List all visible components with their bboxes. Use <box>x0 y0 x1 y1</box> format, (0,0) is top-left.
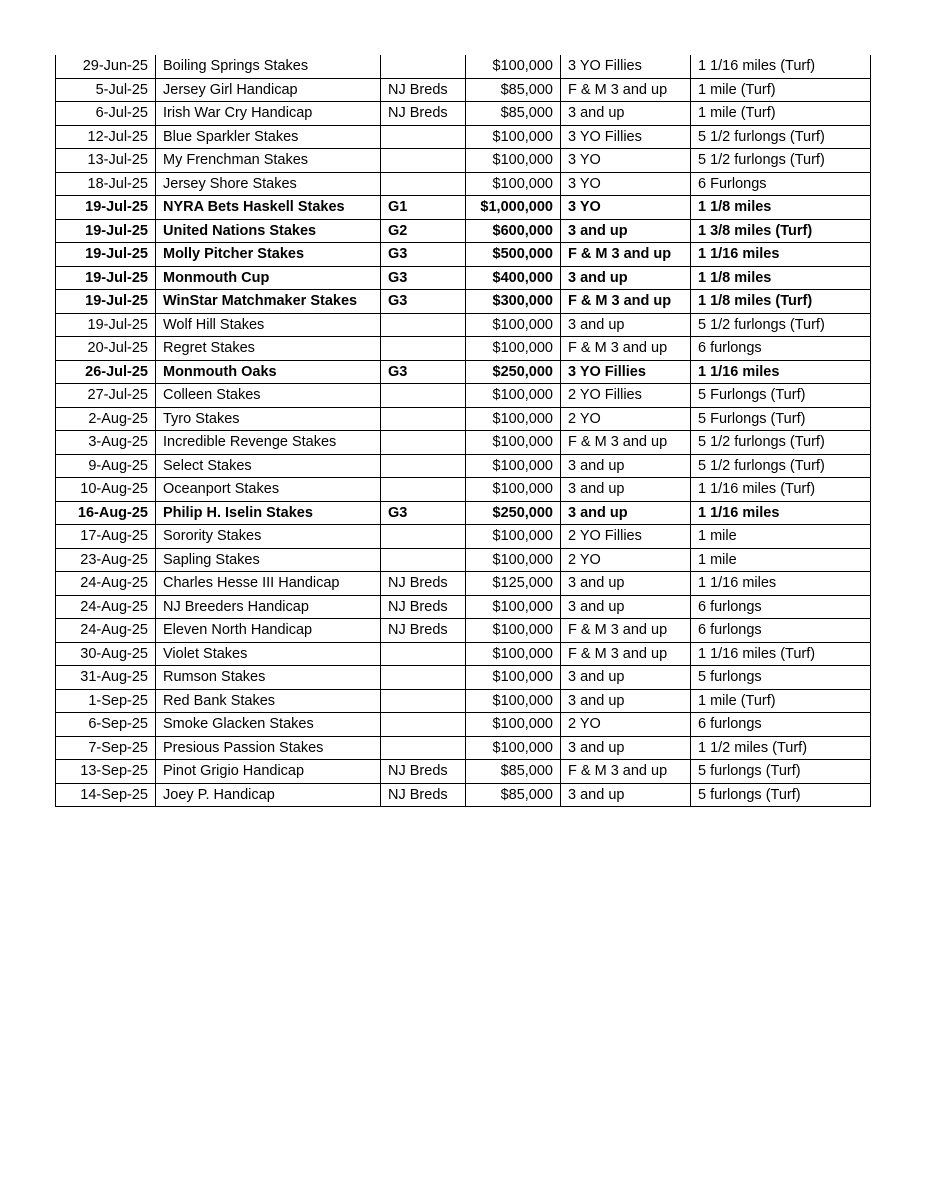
race-date-cell: 27-Jul-25 <box>56 384 156 408</box>
race-grade-cell: NJ Breds <box>381 619 466 643</box>
race-date-cell: 13-Jul-25 <box>56 149 156 173</box>
race-purse-cell: $100,000 <box>466 525 561 549</box>
race-distance-cell: 5 1/2 furlongs (Turf) <box>691 454 871 478</box>
race-name-cell: Pinot Grigio Handicap <box>156 760 381 784</box>
table-row <box>56 360 871 384</box>
race-name-cell: Monmouth Cup <box>156 266 381 290</box>
race-grade-cell: NJ Breds <box>381 572 466 596</box>
race-name-cell: Regret Stakes <box>156 337 381 361</box>
race-grade-cell: G2 <box>381 219 466 243</box>
race-purse-cell: $400,000 <box>466 266 561 290</box>
race-conditions-cell: F & M 3 and up <box>561 642 691 666</box>
race-date-cell: 20-Jul-25 <box>56 337 156 361</box>
race-distance-cell: 1 1/16 miles <box>691 243 871 267</box>
table-row <box>56 78 871 102</box>
race-grade-cell: G1 <box>381 196 466 220</box>
race-name-cell: Rumson Stakes <box>156 666 381 690</box>
race-purse-cell: $100,000 <box>466 454 561 478</box>
race-grade-cell: NJ Breds <box>381 760 466 784</box>
race-date-cell: 2-Aug-25 <box>56 407 156 431</box>
race-date-cell: 19-Jul-25 <box>56 219 156 243</box>
race-purse-cell: $85,000 <box>466 783 561 807</box>
race-conditions-cell: 2 YO <box>561 713 691 737</box>
table-row <box>56 290 871 314</box>
race-distance-cell: 5 furlongs (Turf) <box>691 783 871 807</box>
race-grade-cell: G3 <box>381 243 466 267</box>
table-row <box>56 548 871 572</box>
race-conditions-cell: F & M 3 and up <box>561 760 691 784</box>
race-distance-cell: 5 Furlongs (Turf) <box>691 384 871 408</box>
race-distance-cell: 1 1/8 miles <box>691 266 871 290</box>
race-conditions-cell: 3 YO Fillies <box>561 360 691 384</box>
race-name-cell: Philip H. Iselin Stakes <box>156 501 381 525</box>
table-row <box>56 384 871 408</box>
race-grade-cell <box>381 384 466 408</box>
table-row <box>56 525 871 549</box>
race-name-cell: NYRA Bets Haskell Stakes <box>156 196 381 220</box>
race-distance-cell: 5 1/2 furlongs (Turf) <box>691 313 871 337</box>
race-date-cell: 14-Sep-25 <box>56 783 156 807</box>
race-purse-cell: $100,000 <box>466 736 561 760</box>
race-grade-cell <box>381 55 466 78</box>
race-date-cell: 1-Sep-25 <box>56 689 156 713</box>
race-name-cell: My Frenchman Stakes <box>156 149 381 173</box>
race-name-cell: Red Bank Stakes <box>156 689 381 713</box>
table-row <box>56 642 871 666</box>
race-date-cell: 6-Sep-25 <box>56 713 156 737</box>
table-row <box>56 783 871 807</box>
race-name-cell: Eleven North Handicap <box>156 619 381 643</box>
race-purse-cell: $100,000 <box>466 548 561 572</box>
race-distance-cell: 1 mile <box>691 548 871 572</box>
race-date-cell: 24-Aug-25 <box>56 572 156 596</box>
race-name-cell: Boiling Springs Stakes <box>156 55 381 78</box>
race-name-cell: Colleen Stakes <box>156 384 381 408</box>
race-date-cell: 9-Aug-25 <box>56 454 156 478</box>
race-purse-cell: $100,000 <box>466 125 561 149</box>
table-row <box>56 196 871 220</box>
race-name-cell: Presious Passion Stakes <box>156 736 381 760</box>
race-conditions-cell: 3 YO <box>561 149 691 173</box>
race-grade-cell <box>381 548 466 572</box>
table-row <box>56 313 871 337</box>
race-name-cell: Tyro Stakes <box>156 407 381 431</box>
race-conditions-cell: 2 YO <box>561 407 691 431</box>
race-conditions-cell: 3 and up <box>561 572 691 596</box>
race-date-cell: 23-Aug-25 <box>56 548 156 572</box>
race-name-cell: Incredible Revenge Stakes <box>156 431 381 455</box>
table-row <box>56 619 871 643</box>
race-distance-cell: 1 1/16 miles <box>691 572 871 596</box>
race-grade-cell: NJ Breds <box>381 102 466 126</box>
race-purse-cell: $100,000 <box>466 478 561 502</box>
race-name-cell: Joey P. Handicap <box>156 783 381 807</box>
race-conditions-cell: 2 YO Fillies <box>561 525 691 549</box>
table-row <box>56 572 871 596</box>
race-name-cell: Smoke Glacken Stakes <box>156 713 381 737</box>
race-name-cell: Blue Sparkler Stakes <box>156 125 381 149</box>
race-distance-cell: 1 mile (Turf) <box>691 689 871 713</box>
race-date-cell: 18-Jul-25 <box>56 172 156 196</box>
race-name-cell: Oceanport Stakes <box>156 478 381 502</box>
race-grade-cell: G3 <box>381 266 466 290</box>
race-distance-cell: 1 1/16 miles (Turf) <box>691 642 871 666</box>
race-distance-cell: 5 furlongs (Turf) <box>691 760 871 784</box>
race-distance-cell: 6 furlongs <box>691 713 871 737</box>
stakes-schedule-body <box>56 55 871 807</box>
race-name-cell: NJ Breeders Handicap <box>156 595 381 619</box>
race-name-cell: Jersey Shore Stakes <box>156 172 381 196</box>
race-date-cell: 5-Jul-25 <box>56 78 156 102</box>
race-conditions-cell: 2 YO Fillies <box>561 384 691 408</box>
race-purse-cell: $100,000 <box>466 172 561 196</box>
race-conditions-cell: 3 and up <box>561 313 691 337</box>
table-row <box>56 736 871 760</box>
race-grade-cell <box>381 125 466 149</box>
race-name-cell: Sorority Stakes <box>156 525 381 549</box>
race-distance-cell: 1 1/8 miles (Turf) <box>691 290 871 314</box>
race-name-cell: Molly Pitcher Stakes <box>156 243 381 267</box>
table-row <box>56 595 871 619</box>
race-distance-cell: 6 furlongs <box>691 595 871 619</box>
race-purse-cell: $1,000,000 <box>466 196 561 220</box>
race-grade-cell <box>381 736 466 760</box>
race-distance-cell: 5 Furlongs (Turf) <box>691 407 871 431</box>
race-purse-cell: $100,000 <box>466 431 561 455</box>
race-purse-cell: $100,000 <box>466 689 561 713</box>
race-conditions-cell: 3 and up <box>561 454 691 478</box>
race-grade-cell: G3 <box>381 360 466 384</box>
race-purse-cell: $100,000 <box>466 149 561 173</box>
race-date-cell: 3-Aug-25 <box>56 431 156 455</box>
race-conditions-cell: 3 and up <box>561 736 691 760</box>
race-purse-cell: $100,000 <box>466 384 561 408</box>
race-grade-cell <box>381 642 466 666</box>
race-purse-cell: $600,000 <box>466 219 561 243</box>
race-conditions-cell: F & M 3 and up <box>561 337 691 361</box>
race-name-cell: United Nations Stakes <box>156 219 381 243</box>
table-row <box>56 266 871 290</box>
race-conditions-cell: F & M 3 and up <box>561 290 691 314</box>
race-purse-cell: $100,000 <box>466 666 561 690</box>
race-name-cell: Irish War Cry Handicap <box>156 102 381 126</box>
race-name-cell: Violet Stakes <box>156 642 381 666</box>
race-purse-cell: $100,000 <box>466 55 561 78</box>
race-conditions-cell: 3 and up <box>561 595 691 619</box>
race-name-cell: Wolf Hill Stakes <box>156 313 381 337</box>
table-row <box>56 219 871 243</box>
race-date-cell: 19-Jul-25 <box>56 313 156 337</box>
race-purse-cell: $500,000 <box>466 243 561 267</box>
race-name-cell: Monmouth Oaks <box>156 360 381 384</box>
race-distance-cell: 5 1/2 furlongs (Turf) <box>691 431 871 455</box>
race-date-cell: 10-Aug-25 <box>56 478 156 502</box>
race-distance-cell: 1 1/16 miles (Turf) <box>691 478 871 502</box>
table-row <box>56 337 871 361</box>
race-conditions-cell: 3 and up <box>561 219 691 243</box>
race-date-cell: 19-Jul-25 <box>56 196 156 220</box>
race-grade-cell: NJ Breds <box>381 595 466 619</box>
race-conditions-cell: 3 and up <box>561 783 691 807</box>
race-purse-cell: $100,000 <box>466 619 561 643</box>
race-name-cell: Charles Hesse III Handicap <box>156 572 381 596</box>
table-row <box>56 407 871 431</box>
race-conditions-cell: 3 YO Fillies <box>561 55 691 78</box>
race-date-cell: 19-Jul-25 <box>56 266 156 290</box>
race-date-cell: 26-Jul-25 <box>56 360 156 384</box>
race-distance-cell: 1 1/2 miles (Turf) <box>691 736 871 760</box>
table-row <box>56 149 871 173</box>
race-grade-cell <box>381 454 466 478</box>
race-conditions-cell: 3 and up <box>561 266 691 290</box>
race-purse-cell: $85,000 <box>466 102 561 126</box>
race-distance-cell: 1 1/8 miles <box>691 196 871 220</box>
race-distance-cell: 1 mile (Turf) <box>691 102 871 126</box>
race-distance-cell: 1 mile <box>691 525 871 549</box>
race-distance-cell: 5 furlongs <box>691 666 871 690</box>
race-date-cell: 24-Aug-25 <box>56 595 156 619</box>
race-name-cell: WinStar Matchmaker Stakes <box>156 290 381 314</box>
race-purse-cell: $300,000 <box>466 290 561 314</box>
table-row <box>56 760 871 784</box>
race-purse-cell: $125,000 <box>466 572 561 596</box>
table-row <box>56 689 871 713</box>
table-row <box>56 501 871 525</box>
race-date-cell: 29-Jun-25 <box>56 55 156 78</box>
race-distance-cell: 1 1/16 miles (Turf) <box>691 55 871 78</box>
table-row <box>56 102 871 126</box>
table-row <box>56 666 871 690</box>
race-distance-cell: 5 1/2 furlongs (Turf) <box>691 149 871 173</box>
race-grade-cell: G3 <box>381 290 466 314</box>
race-conditions-cell: F & M 3 and up <box>561 431 691 455</box>
race-name-cell: Select Stakes <box>156 454 381 478</box>
table-row <box>56 431 871 455</box>
stakes-schedule-table <box>55 55 871 807</box>
race-conditions-cell: 3 and up <box>561 666 691 690</box>
table-row <box>56 125 871 149</box>
table-row <box>56 172 871 196</box>
race-purse-cell: $100,000 <box>466 407 561 431</box>
table-row <box>56 478 871 502</box>
race-date-cell: 30-Aug-25 <box>56 642 156 666</box>
race-distance-cell: 6 furlongs <box>691 619 871 643</box>
race-conditions-cell: 3 and up <box>561 102 691 126</box>
table-row <box>56 713 871 737</box>
race-grade-cell <box>381 666 466 690</box>
race-distance-cell: 5 1/2 furlongs (Turf) <box>691 125 871 149</box>
race-purse-cell: $250,000 <box>466 501 561 525</box>
race-grade-cell <box>381 172 466 196</box>
race-conditions-cell: 3 and up <box>561 689 691 713</box>
race-conditions-cell: 3 and up <box>561 501 691 525</box>
race-purse-cell: $100,000 <box>466 642 561 666</box>
race-date-cell: 24-Aug-25 <box>56 619 156 643</box>
race-date-cell: 31-Aug-25 <box>56 666 156 690</box>
race-name-cell: Sapling Stakes <box>156 548 381 572</box>
race-conditions-cell: F & M 3 and up <box>561 619 691 643</box>
race-date-cell: 19-Jul-25 <box>56 243 156 267</box>
race-conditions-cell: 3 YO <box>561 196 691 220</box>
race-purse-cell: $100,000 <box>466 595 561 619</box>
race-date-cell: 6-Jul-25 <box>56 102 156 126</box>
race-grade-cell <box>381 149 466 173</box>
race-grade-cell: G3 <box>381 501 466 525</box>
table-row <box>56 454 871 478</box>
race-distance-cell: 1 3/8 miles (Turf) <box>691 219 871 243</box>
race-date-cell: 16-Aug-25 <box>56 501 156 525</box>
race-grade-cell <box>381 337 466 361</box>
race-distance-cell: 1 1/16 miles <box>691 360 871 384</box>
race-conditions-cell: 3 and up <box>561 478 691 502</box>
race-purse-cell: $85,000 <box>466 760 561 784</box>
race-grade-cell <box>381 313 466 337</box>
table-row <box>56 243 871 267</box>
race-date-cell: 19-Jul-25 <box>56 290 156 314</box>
race-date-cell: 13-Sep-25 <box>56 760 156 784</box>
race-date-cell: 7-Sep-25 <box>56 736 156 760</box>
race-name-cell: Jersey Girl Handicap <box>156 78 381 102</box>
race-conditions-cell: 3 YO Fillies <box>561 125 691 149</box>
race-grade-cell <box>381 525 466 549</box>
race-date-cell: 12-Jul-25 <box>56 125 156 149</box>
race-date-cell: 17-Aug-25 <box>56 525 156 549</box>
race-conditions-cell: F & M 3 and up <box>561 78 691 102</box>
race-purse-cell: $100,000 <box>466 337 561 361</box>
race-purse-cell: $100,000 <box>466 713 561 737</box>
race-distance-cell: 1 mile (Turf) <box>691 78 871 102</box>
race-grade-cell: NJ Breds <box>381 783 466 807</box>
race-grade-cell: NJ Breds <box>381 78 466 102</box>
race-distance-cell: 1 1/16 miles <box>691 501 871 525</box>
race-grade-cell <box>381 713 466 737</box>
race-grade-cell <box>381 689 466 713</box>
race-purse-cell: $85,000 <box>466 78 561 102</box>
race-purse-cell: $100,000 <box>466 313 561 337</box>
race-grade-cell <box>381 478 466 502</box>
race-conditions-cell: 2 YO <box>561 548 691 572</box>
race-purse-cell: $250,000 <box>466 360 561 384</box>
race-distance-cell: 6 Furlongs <box>691 172 871 196</box>
race-conditions-cell: 3 YO <box>561 172 691 196</box>
race-distance-cell: 6 furlongs <box>691 337 871 361</box>
table-row <box>56 55 871 78</box>
race-conditions-cell: F & M 3 and up <box>561 243 691 267</box>
race-grade-cell <box>381 407 466 431</box>
race-grade-cell <box>381 431 466 455</box>
